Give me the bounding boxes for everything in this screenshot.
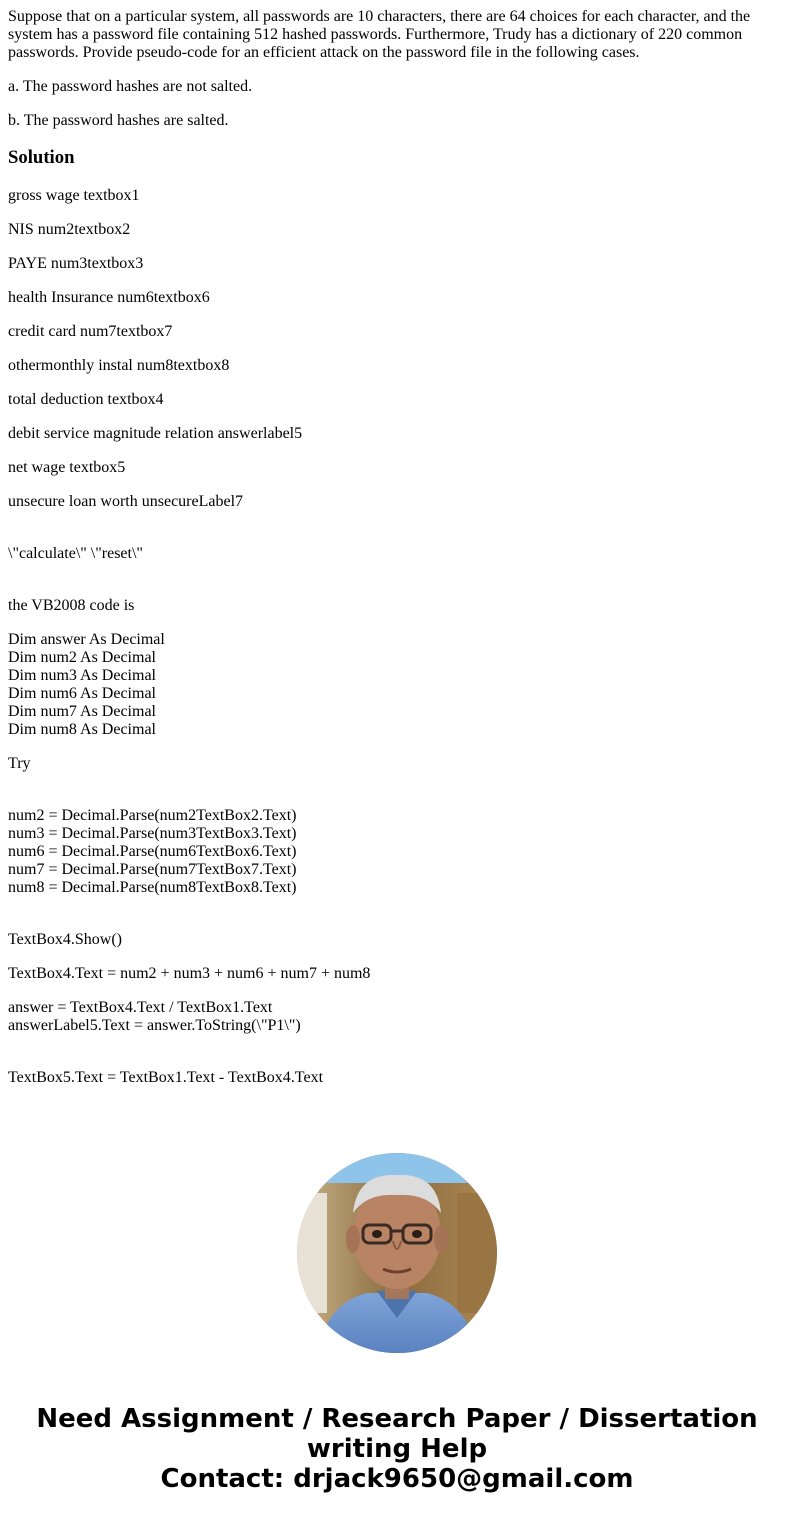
question-part-b: b. The password hashes are salted. [8, 112, 229, 129]
control-item: PAYE num3textbox3 [8, 255, 144, 272]
control-item: total deduction textbox4 [8, 391, 164, 408]
control-item: health Insurance num6textbox6 [8, 289, 210, 306]
code-line: num6 = Decimal.Parse(num6TextBox6.Text) [8, 843, 297, 860]
avatar [297, 1153, 497, 1353]
code-line: Dim num6 As Decimal [8, 685, 156, 702]
control-item: othermonthly instal num8textbox8 [8, 357, 230, 374]
control-item: unsecure loan worth unsecureLabel7 [8, 493, 244, 510]
code-line: Dim num2 As Decimal [8, 649, 156, 666]
control-list [8, 187, 778, 511]
code-line: Dim num3 As Decimal [8, 667, 156, 684]
control-item: credit card num7textbox7 [8, 323, 173, 340]
code-line: Dim num7 As Decimal [8, 703, 156, 720]
show-line: TextBox4.Show() [8, 931, 122, 948]
question-text: Suppose that on a particular system, all passwords are 10 characters, there are 64 choices for each character, and the system has a password file containing 512 hashed passwords. Furthermore, Trudy has a dictionary of 220 common passwords. Provide pseudo-code for an efficient attack on the password file in the following cases. [8, 8, 751, 61]
code-intro: the VB2008 code is [8, 597, 135, 614]
document-body [8, 8, 778, 1087]
author-photo-icon [297, 1153, 497, 1353]
control-item: debit service magnitude relation answerlabel5 [8, 425, 303, 442]
solution-heading: Solution [8, 147, 75, 168]
code-line: Dim num8 As Decimal [8, 721, 156, 738]
code-line: num3 = Decimal.Parse(num3TextBox3.Text) [8, 825, 297, 842]
code-line: num7 = Decimal.Parse(num7TextBox7.Text) [8, 861, 297, 878]
parse-block [8, 807, 778, 897]
code-line: num2 = Decimal.Parse(num2TextBox2.Text) [8, 807, 297, 824]
control-item: net wage textbox5 [8, 459, 126, 476]
net-line: TextBox5.Text = TextBox1.Text - TextBox4.Text [8, 1069, 324, 1086]
dim-block [8, 631, 778, 739]
code-line: num8 = Decimal.Parse(num8TextBox8.Text) [8, 879, 297, 896]
banner-line: Need Assignment / Research Paper / Dissertation [36, 1404, 758, 1434]
question-part-a: a. The password hashes are not salted. [8, 78, 253, 95]
try-line: Try [8, 755, 31, 772]
control-item: gross wage textbox1 [8, 187, 140, 204]
code-line: answerLabel5.Text = answer.ToString(\"P1\") [8, 1017, 301, 1034]
banner-line: writing Help [306, 1434, 488, 1464]
contact-banner [0, 1404, 794, 1494]
sum-line: TextBox4.Text = num2 + num3 + num6 + num7 + num8 [8, 965, 371, 982]
buttons-line: \"calculate\" \"reset\" [8, 545, 143, 562]
answer-block [8, 999, 778, 1035]
code-line: answer = TextBox4.Text / TextBox1.Text [8, 999, 273, 1016]
contact-email: Contact: drjack9650@gmail.com [160, 1464, 634, 1494]
control-item: NIS num2textbox2 [8, 221, 131, 238]
code-line: Dim answer As Decimal [8, 631, 165, 648]
